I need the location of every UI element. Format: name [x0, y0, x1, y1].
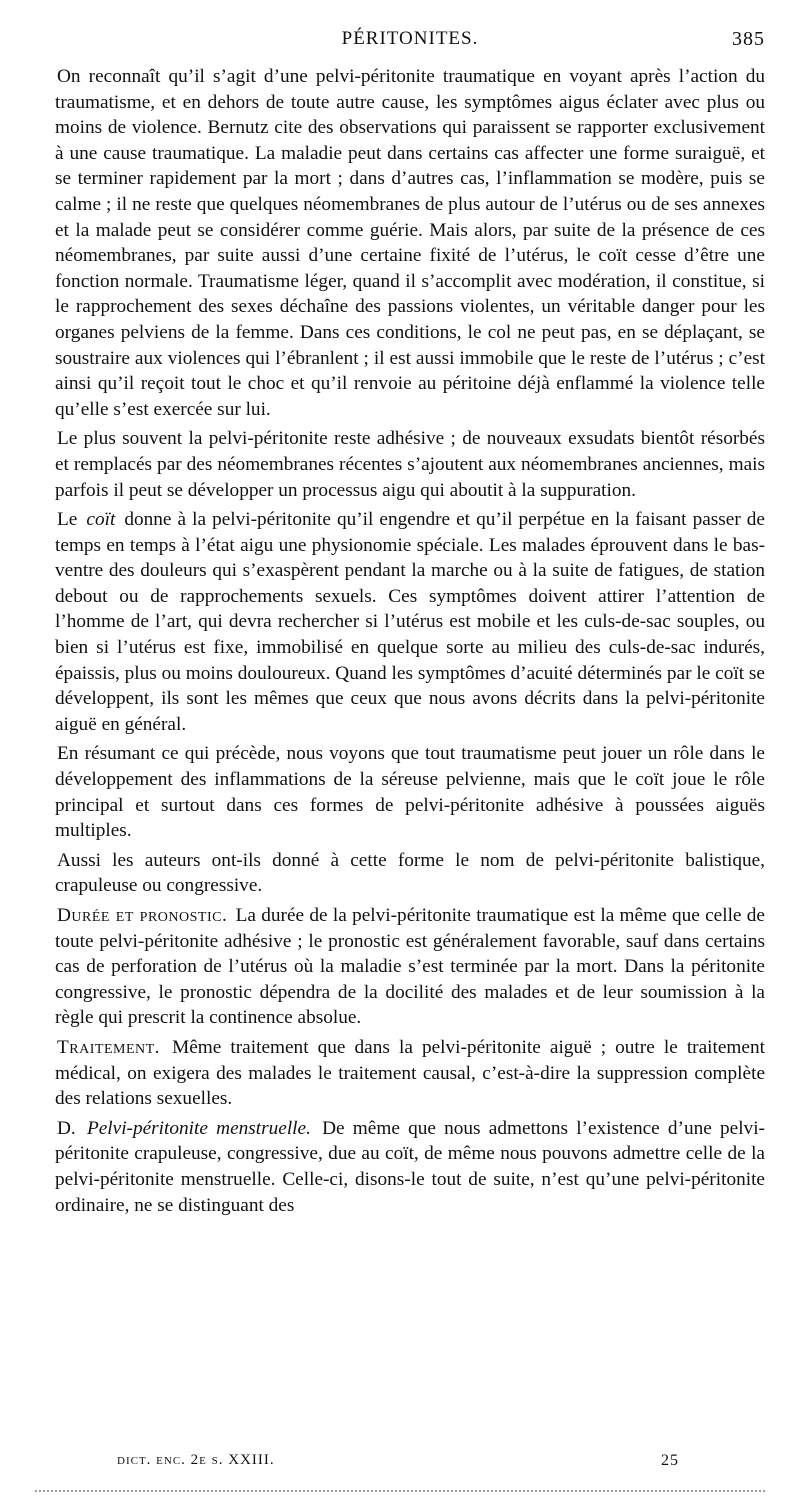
page-footer: [55, 1452, 765, 1476]
paragraph-text: Aussi les auteurs ont-ils donné à cette forme le nom de pelvi-péritonite balistique, crapuleuse ou congressive.: [55, 849, 765, 897]
paragraph-traumatique: [55, 64, 765, 422]
paragraph-text: En résumant ce qui précède, nous voyons que tout traumatisme peut jouer un rôle dans le développement des inflammations de la séreuse pelvienne, mais que le coït joue le rôle principal et surtout dans ces formes de pelvi-péritonite adhésive à poussées aiguës multiples.: [55, 743, 765, 842]
paragraph-text: Même traitement que dans la pelvi-péritonite aiguë ; outre le traitement médical, on exigera des malades le traitement causal, c’est-à-dire la suppression complète des relations sexuelles.: [55, 1036, 765, 1110]
paragraph-text: La durée de la pelvi-péritonite traumatique est la même que celle de toute pelvi-péritonite adhésive ; le pronostic est généralement favorable, sauf dans certains cas de perforation de l’utérus où la maladie s’est terminée par la mort. Dans la péritonite congressive, le pronostic dépendra de la docilité des malades et de leur soumission à la règle qui prescrit la continence absolue.: [55, 905, 765, 1029]
paragraph-text: donne à la pelvi-péritonite qu’il engendre et qu’il perpétue en la faisant passer de temps en temps à l’état aigu une physionomie spéciale. Les malades éprouvent dans le bas-ventre des douleurs qui s’exaspèrent pendant la marche ou à la suite de fatigues, de station debout ou de rapprochements sexuels. Ces symptômes doivent attirer l’attention de l’homme de l’art, qui devra rechercher si l’utérus est mobile et les culs-de-sac souples, ou bien si l’utérus est fixe, immobilisé en quelque sorte au milieu des culs-de-sac indurés, épaissis, plus ou moins douloureux. Quand les symptômes d’acuité déterminés par le coït se développent, ils sont les mêmes que ceux que nous avons décrits dans la pelvi-péritonite aiguë en général.: [55, 509, 765, 735]
paragraph-auteurs: [55, 848, 765, 899]
paragraph-emphasis: coït: [86, 509, 116, 531]
body-text: [55, 64, 765, 1222]
paragraph-lead: D.: [57, 1117, 76, 1139]
paragraph-text: On reconnaît qu’il s’agit d’une pelvi-péritonite traumatique en voyant après l’action du traumatisme, et en dehors de toute autre cause, les symptômes aigus éclater avec plus ou moins de violence. Bernutz cite des observations qui paraissent se rapporter exclusivement à une cause traumatique. La maladie peut dans certains cas affecter une forme suraiguë, et se terminer rapidement par la mort ; dans d’autres cas, l’inflammation se modère, puis se calme ; il ne reste que quelques néomembranes de plus autour de l’utérus ou de ses annexes et la malade peut se considérer comme guérie. Mais alors, par suite de la présence de ces néomembranes, par suite aussi d’une certaine fixité de l’utérus, le coït cesse d’être une fonction normale. Traumatisme léger, quand il s’accomplit avec modération, il constitue, si le rapprochement des sexes déchaîne des passions violentes, un véritable danger pour les organes pelviens de la femme. Dans ces conditions, le col ne peut pas, en se déplaçant, se soustraire aux violences qui l’ébranlent ; il est aussi immobile que le reste de l’utérus ; c’est ainsi qu’il reçoit tout le choc et qu’il renvoie au péritoine déjà enflammé la violence telle qu’elle s’est exercée sur lui.: [55, 66, 765, 420]
printer-signature: dict. enc. 2e s. XXIII.: [117, 1452, 275, 1468]
paragraph-duree-pronostic: [55, 903, 765, 1031]
paragraph-menstruelle: [55, 1116, 765, 1218]
bottom-dotted-rule: [35, 1490, 765, 1492]
paragraph-resume: [55, 741, 765, 843]
paragraph-text: De même que nous admettons l’existence d’une pelvi-péritonite crapuleuse, congressive, due au coït, de même nous pouvons admettre celle de la pelvi-péritonite menstruelle. Celle-ci, disons-le tout de suite, n’est qu’une pelvi-péritonite ordinaire, ne se distinguant des: [55, 1117, 765, 1216]
sheet-number: 25: [661, 1452, 679, 1469]
running-title: PÉRITONITES.: [341, 28, 479, 49]
running-head: [55, 28, 765, 58]
paragraph-coit: [55, 507, 765, 737]
paragraph-adhesive: [55, 426, 765, 503]
paragraph-text: Le plus souvent la pelvi-péritonite reste adhésive ; de nouveaux exsudats bientôt résorbés et remplacés par des néomembranes récentes s’ajoutent aux néomembranes anciennes, mais parfois il peut se développer un processus aigu qui aboutit à la suppuration.: [55, 428, 765, 501]
section-heading: Durée et pronostic.: [57, 905, 228, 926]
page-number: 385: [732, 28, 765, 50]
paragraph-lead: Le: [57, 509, 78, 531]
section-heading: Traitement.: [57, 1036, 160, 1058]
paragraph-traitement: [55, 1035, 765, 1112]
paragraph-emphasis: Pelvi-péritonite menstruelle.: [86, 1117, 311, 1139]
